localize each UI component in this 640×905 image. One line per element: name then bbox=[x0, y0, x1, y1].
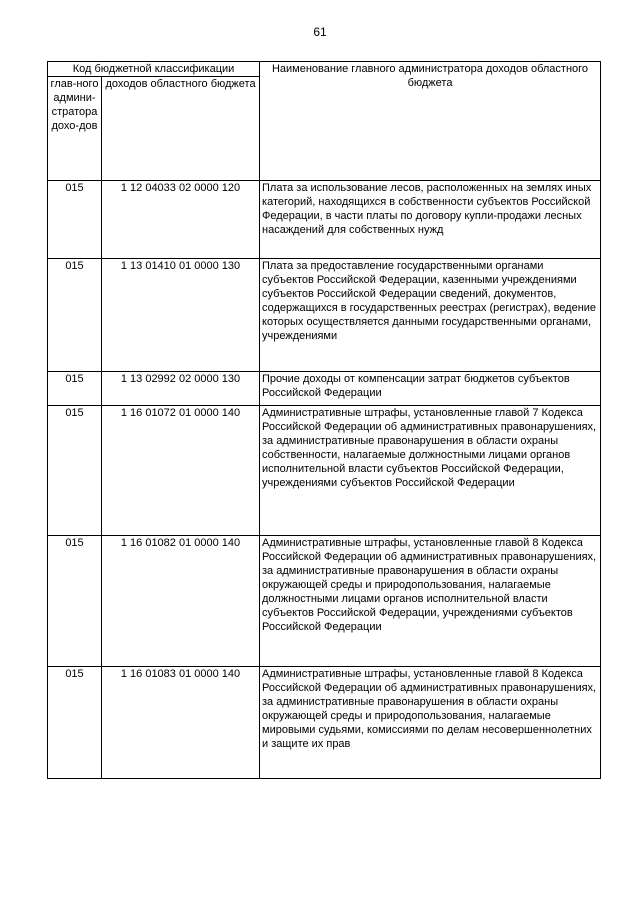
header-budget-classification-code: Код бюджетной классификации bbox=[48, 62, 260, 77]
header-main-administrator: глав-ного админи-стратора дохо-дов bbox=[48, 77, 102, 181]
income-name-cell: Административные штрафы, установленные главой 8 Кодекса Российской Федерации об административных правонарушениях, за административные правонарушения в области охраны окружающей среды и природопользования, налагаемые мировыми судьями, комиссиями по делам несовершеннолетних и защите их прав bbox=[260, 667, 601, 779]
income-code-cell: 1 12 04033 02 0000 120 bbox=[102, 181, 260, 259]
table-row bbox=[48, 372, 601, 406]
header-regional-budget-income: доходов областного бюджета bbox=[102, 77, 260, 181]
header-administrator-name: Наименование главного администратора доходов областного бюджета bbox=[260, 62, 601, 181]
header-row-group bbox=[48, 62, 601, 77]
admin-code-cell: 015 bbox=[48, 181, 102, 259]
income-code-cell: 1 16 01083 01 0000 140 bbox=[102, 667, 260, 779]
income-code-cell: 1 16 01072 01 0000 140 bbox=[102, 406, 260, 536]
table-row bbox=[48, 181, 601, 259]
admin-code-cell: 015 bbox=[48, 667, 102, 779]
income-name-cell: Административные штрафы, установленные главой 7 Кодекса Российской Федерации об административных правонарушениях, за административные правонарушения в области охраны собственности, налагаемые должностными лицами органов исполнительной власти субъектов Российской Федерации, учреждениями субъектов Российской Федерации bbox=[260, 406, 601, 536]
page-number: 61 bbox=[313, 25, 327, 39]
income-name-cell: Административные штрафы, установленные главой 8 Кодекса Российской Федерации об административных правонарушениях, за административные правонарушения в области охраны окружающей среды и природопользования, налагаемые должностными лицами органов исполнительной власти субъектов Российской Федерации, учреждениями субъектов Российской Федерации bbox=[260, 536, 601, 667]
table-row bbox=[48, 406, 601, 536]
admin-code-cell: 015 bbox=[48, 372, 102, 406]
income-code-cell: 1 16 01082 01 0000 140 bbox=[102, 536, 260, 667]
table-row bbox=[48, 536, 601, 667]
table-row bbox=[48, 259, 601, 372]
admin-code-cell: 015 bbox=[48, 259, 102, 372]
admin-code-cell: 015 bbox=[48, 536, 102, 667]
income-code-cell: 1 13 01410 01 0000 130 bbox=[102, 259, 260, 372]
table-row bbox=[48, 667, 601, 779]
income-name-cell: Прочие доходы от компенсации затрат бюджетов субъектов Российской Федерации bbox=[260, 372, 601, 406]
income-code-cell: 1 13 02992 02 0000 130 bbox=[102, 372, 260, 406]
admin-code-cell: 015 bbox=[48, 406, 102, 536]
budget-classification-table bbox=[47, 61, 601, 779]
income-name-cell: Плата за предоставление государственными органами субъектов Российской Федерации, казенными учреждениями субъектов Российской Федерации сведений, документов, содержащихся в государственных реестрах (регистрах), ведение которых осуществляется данными государственными органами, учреждениями bbox=[260, 259, 601, 372]
income-name-cell: Плата за использование лесов, расположенных на землях иных категорий, находящихся в собственности субъектов Российской Федерации, в части платы по договору купли-продажи лесных насаждений для собственных нужд bbox=[260, 181, 601, 259]
